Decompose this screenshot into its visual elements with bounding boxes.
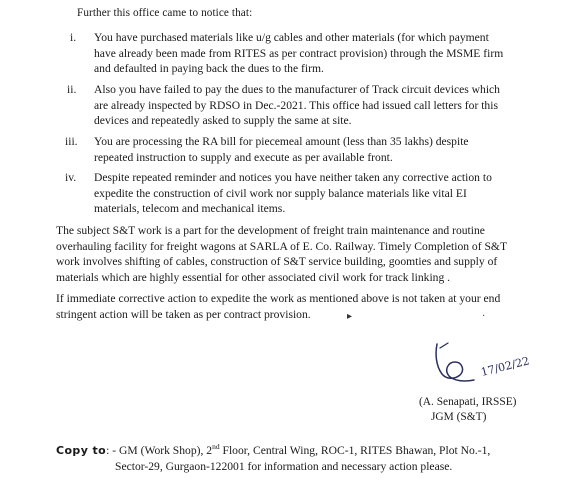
ordinal-suffix: nd	[212, 442, 220, 452]
text-line: are already inspected by RDSO in Dec.-2021. This office had issued call letters for this	[94, 98, 498, 112]
item-text	[94, 30, 540, 77]
text-line: If immediate corrective action to expedite the work as mentioned above is not taken at your end	[56, 292, 501, 305]
text-line: expedite the construction of civil work nor supply balance materials like vital EI	[94, 186, 467, 200]
text-line: You are processing the RA bill for piecemeal amount (less than 35 lakhs) despite	[94, 135, 469, 148]
stray-mark: ▸	[347, 311, 353, 322]
copy-to-section	[56, 442, 556, 473]
signature-date: 17/02/22	[479, 354, 531, 379]
copy-text: : - GM (Work Shop), 2	[106, 444, 213, 457]
text-line: materials which are highly essential for other associated civil work for track linking .	[56, 270, 451, 284]
text-line: The subject S&T work is a part for the development of freight train maintenance and routine	[56, 224, 485, 237]
signature-block	[404, 352, 564, 422]
signatory-name: (A. Senapati, IRSSE)	[419, 396, 517, 408]
copy-to-label: Copy to	[56, 444, 107, 457]
text-line: and defaulted in paying back the dues to the firm.	[94, 62, 324, 75]
item-text	[94, 82, 540, 129]
item-text	[94, 170, 540, 217]
text-line: Despite repeated reminder and notices you have neither taken any corrective action to	[94, 171, 492, 184]
text-line: You have purchased materials like u/g cables and other materials (for which payment	[94, 31, 489, 44]
handwritten-signature	[404, 340, 564, 386]
item-number: ii.	[67, 83, 77, 96]
stray-mark: ·	[482, 311, 486, 322]
text-line: work involves shifting of cables, construction of S&T service building, goomties and supply of	[56, 255, 498, 268]
text-line: devices and repeatedly asked to supply the same at site.	[94, 114, 352, 127]
body-paragraph	[56, 223, 540, 285]
copy-line: Sector-29, Gurgaon-122001 for information and necessary action please.	[115, 460, 453, 473]
copy-text: Floor, Central Wing, ROC-1, RITES Bhawan, Plot No.-1,	[219, 444, 491, 457]
item-number: iii.	[65, 135, 78, 148]
signatory-title: JGM (S&T)	[431, 411, 487, 423]
body-paragraph	[56, 291, 540, 322]
item-number: i.	[70, 31, 77, 44]
copy-line	[56, 443, 556, 459]
item-number: iv.	[65, 171, 77, 184]
text-line: repeated instruction to supply and execute as per available front.	[94, 150, 393, 164]
text-line: stringent action will be taken as per contract provision.	[56, 307, 311, 321]
text-line: overhauling facility for freight wagons at SARLA of E. Co. Railway. Timely Completion of S&T	[56, 239, 508, 253]
text-line: Also you have failed to pay the dues to the manufacturer of Track circuit devices which	[94, 83, 500, 96]
text-line: materials, telecom and mechanical items.	[94, 202, 286, 215]
text-line: have already been made from RITES as per contract provision) through the MSME firm	[94, 46, 504, 60]
item-text	[94, 134, 540, 165]
intro-text: Further this office came to notice that:	[77, 7, 253, 19]
